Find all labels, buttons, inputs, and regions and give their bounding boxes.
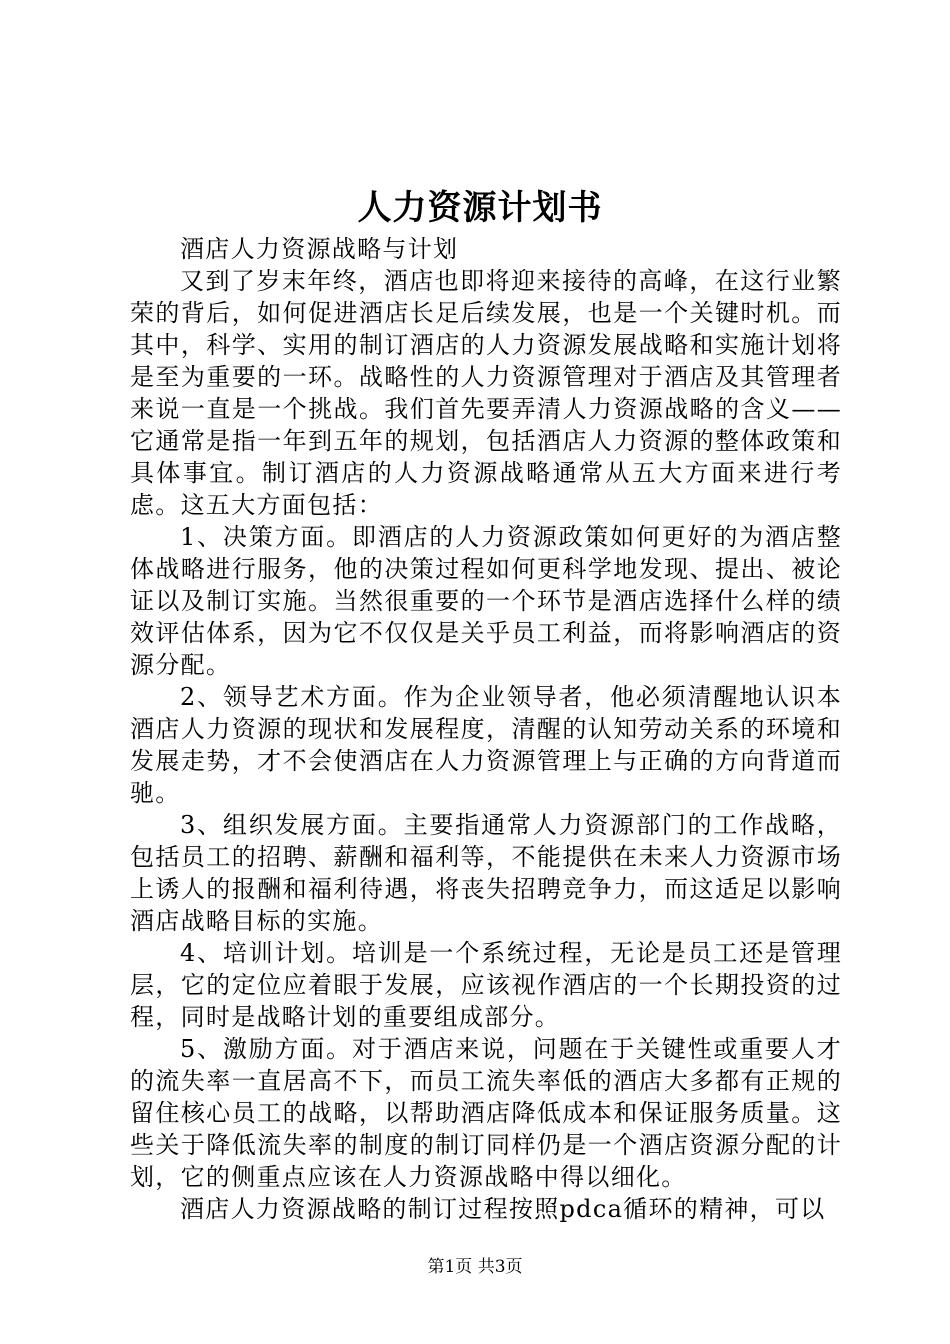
page-number-footer: 第1页 共3页 <box>427 1257 523 1277</box>
document-subtitle: 酒店人力资源战略与计划 <box>180 235 459 263</box>
paragraph-training: 4、培训计划。培训是一个系统过程，无论是员工还是管理层，它的定位应着眼于发展，应该视作酒店的一个长期投资的过程，同时是战略计划的重要组成部分。 <box>130 939 842 1031</box>
document-body <box>130 233 842 1225</box>
paragraph-organization: 3、组织发展方面。主要指通常人力资源部门的工作战略，包括员工的招聘、薪酬和福利等，不能提供在未来人力资源市场上诱人的报酬和福利待遇，将丧失招聘竞争力，而这适足以影响酒店战略目标的实施。 <box>130 811 842 935</box>
paragraph-incentive: 5、激励方面。对于酒店来说，问题在于关键性或重要人才的流失率一直居高不下，而员工流失率低的酒店大多都有正规的留住核心员工的战略，以帮助酒店降低成本和保证服务质量。这些关于降低流失率的制度的制订同样仍是一个酒店资源分配的计划，它的侧重点应该在人力资源战略中得以细化。 <box>130 1035 842 1191</box>
paragraph-process: 酒店人力资源战略的制订过程按照pdca循环的精神，可以 <box>180 1195 826 1223</box>
document-title: 人力资源计划书 <box>357 188 603 228</box>
paragraph-leadership: 2、领导艺术方面。作为企业领导者，他必须清醒地认识本酒店人力资源的现状和发展程度，清醒的认知劳动关系的环境和发展走势，才不会使酒店在人力资源管理上与正确的方向背道而驰。 <box>130 683 842 807</box>
paragraph-intro: 又到了岁末年终，酒店也即将迎来接待的高峰，在这行业繁荣的背后，如何促进酒店长足后续发展，也是一个关键时机。而其中，科学、实用的制订酒店的人力资源发展战略和实施计划将是至为重要的一环。战略性的人力资源管理对于酒店及其管理者来说一直是一个挑战。我们首先要弄清人力资源战略的含义——它通常是指一年到五年的规划，包括酒店人力资源的整体政策和具体事宜。制订酒店的人力资源战略通常从五大方面来进行考虑。这五大方面包括： <box>130 267 842 519</box>
paragraph-decision: 1、决策方面。即酒店的人力资源政策如何更好的为酒店整体战略进行服务，他的决策过程如何更科学地发现、提出、被论证以及制订实施。当然很重要的一个环节是酒店选择什么样的绩效评估体系，因为它不仅仅是关乎员工利益，而将影响酒店的资源分配。 <box>130 523 842 679</box>
